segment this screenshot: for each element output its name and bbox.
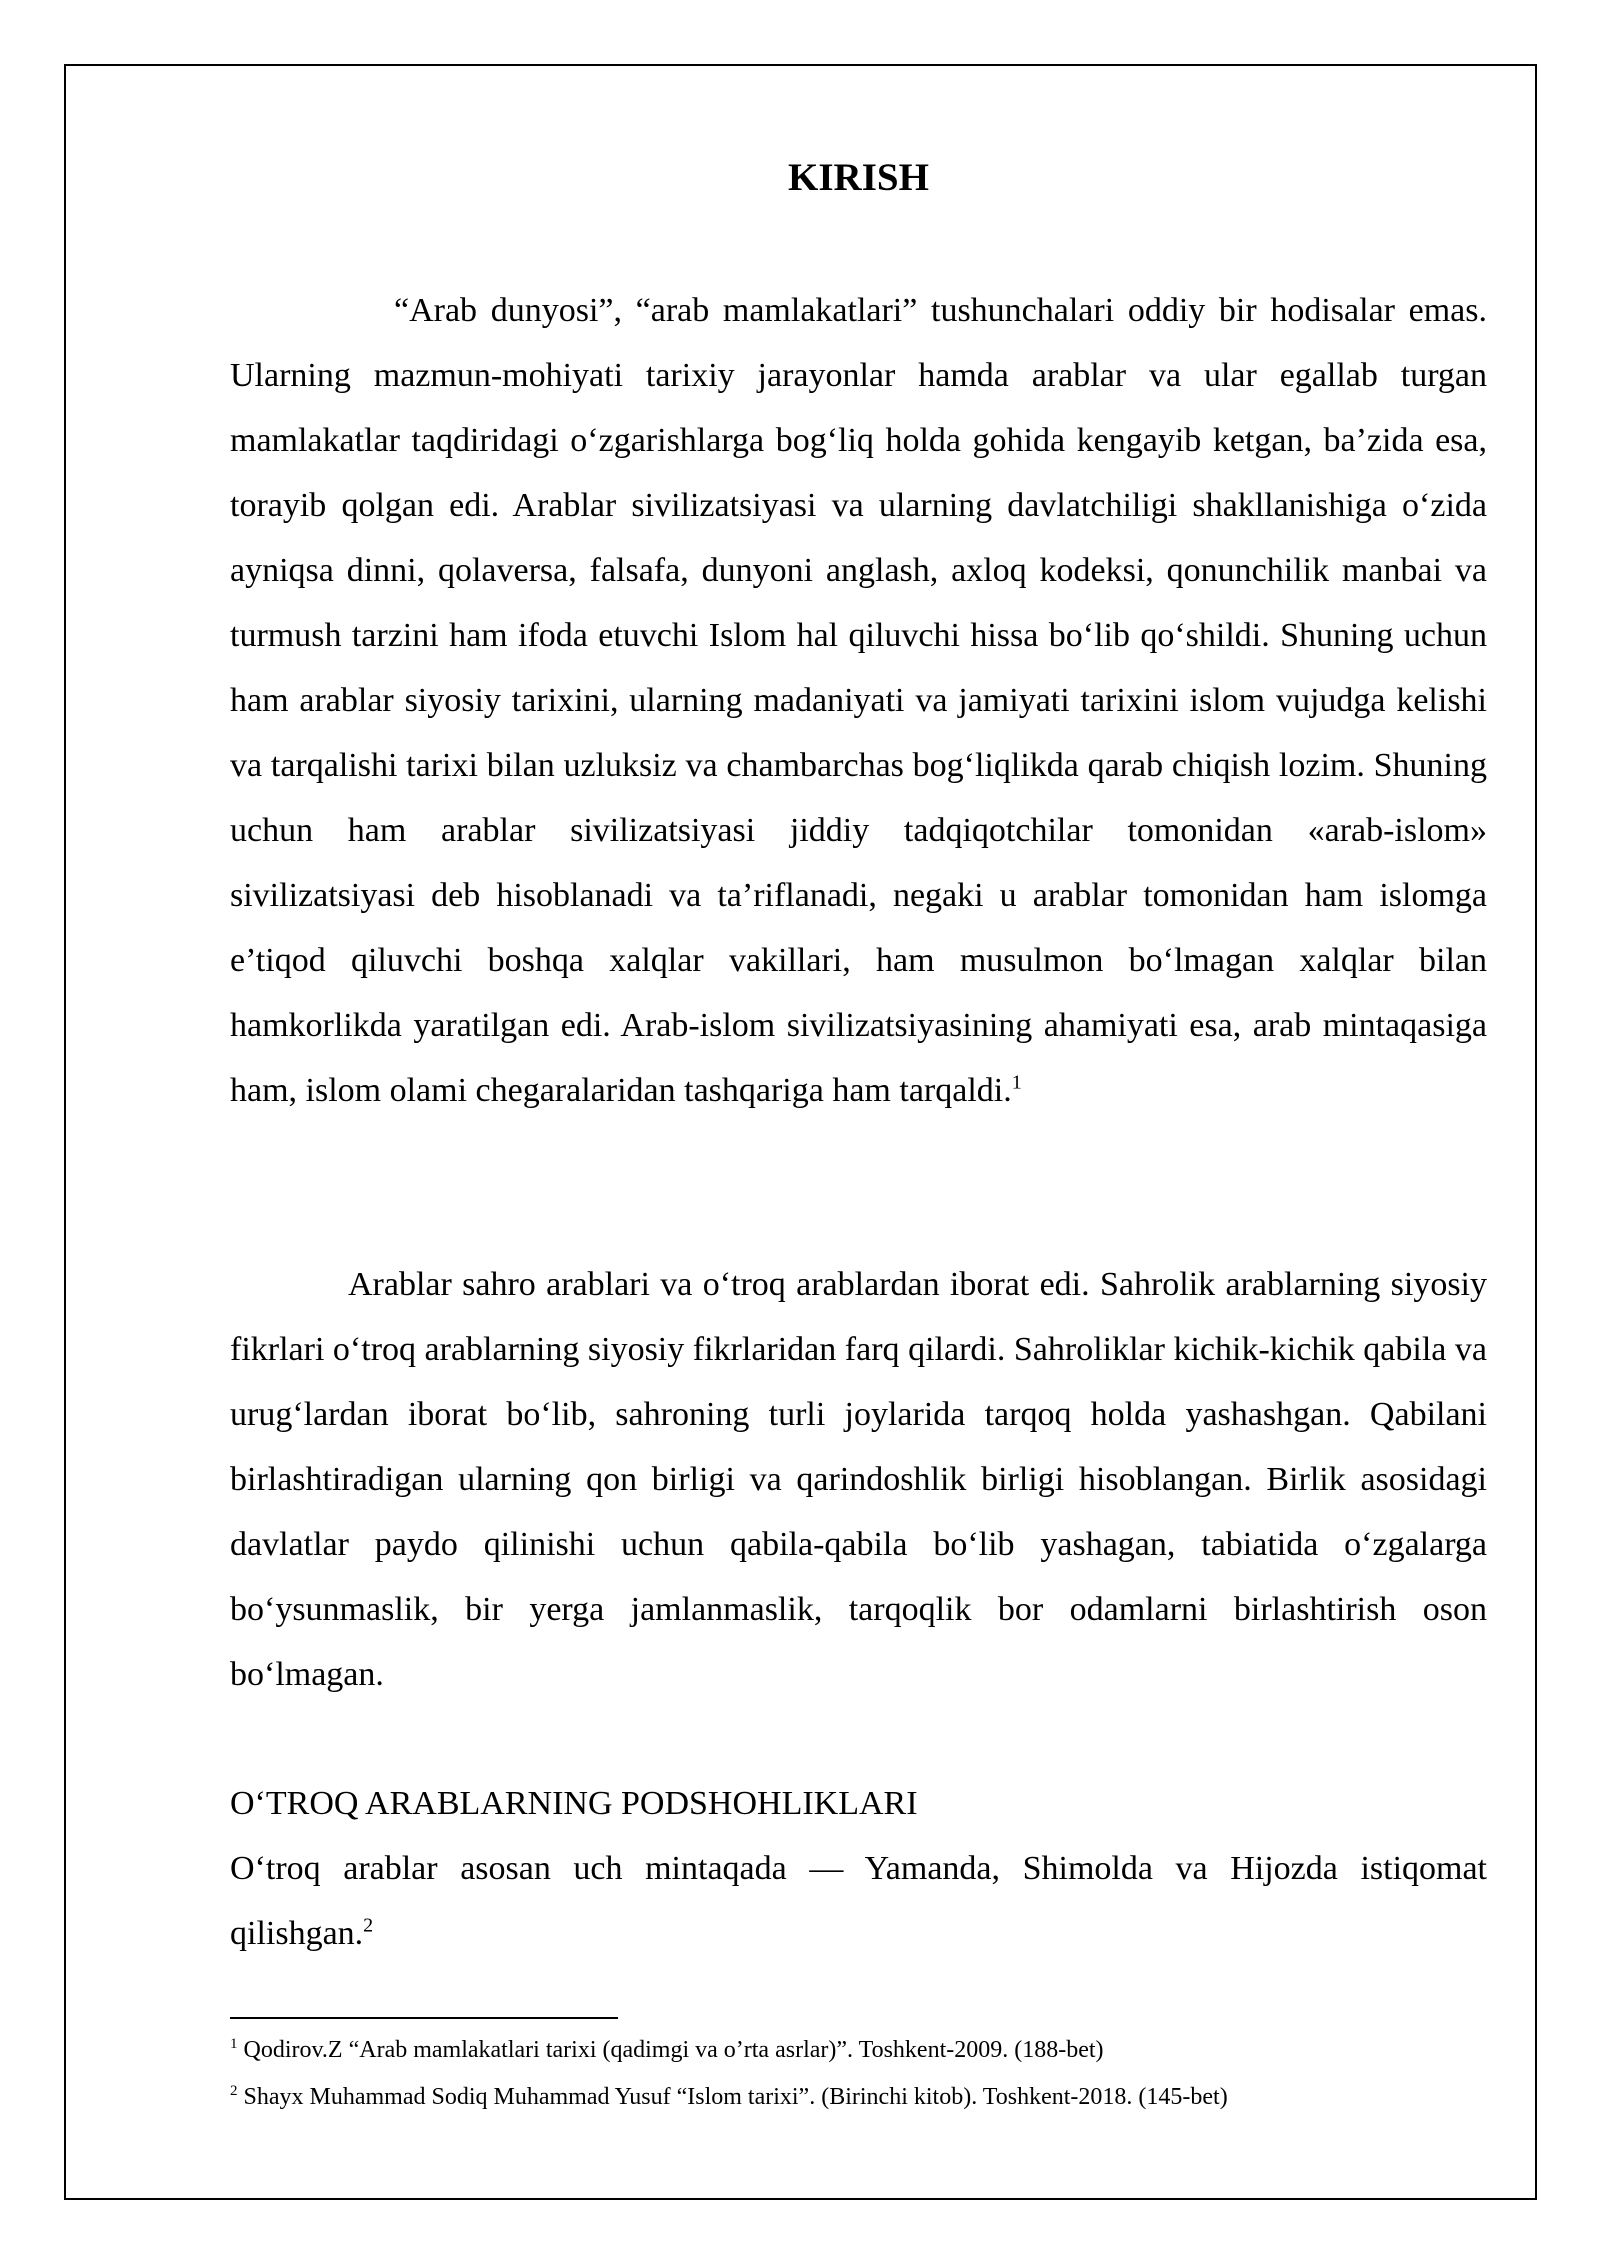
page-title: KIRISH <box>788 156 929 199</box>
footnote-1 <box>230 2033 1487 2067</box>
section-heading: O‘TROQ ARABLARNING PODSHOHLIKLARI <box>230 1785 918 1822</box>
footnote-separator <box>230 2017 618 2019</box>
footnote-ref-1: 1 <box>1011 1071 1022 1094</box>
footnote-2-number: 2 <box>230 2083 238 2099</box>
footnote-1-number: 1 <box>230 2036 238 2052</box>
footnote-1-text: Qodirov.Z “Arab mamlakatlari tarixi (qadimgi va o’rta asrlar)”. Toshkent-2009. (188-bet) <box>243 2037 1104 2063</box>
paragraph-2-text: Arablar sahro arablari va o‘troq arablardan iborat edi. Sahrolik arablarning siyosiy fikrlari o‘troq arablarning siyosiy fikrlaridan farq qilardi. Sahroliklar kichik-kichik qabila va urug‘lardan iborat bo‘lib, sahroning turli joylarida tarqoq holda yashashgan. Qabilani birlashtiradigan ularning qon birligi va qarindoshlik birligi hisoblangan. Birlik asosidagi davlatlar paydo qilinishi uchun qabila-qabila bo‘lib yashagan, tabiatida o‘zgalarga bo‘ysunmaslik, bir yerga jamlanmaslik, tarqoqlik bor odamlarni birlashtirish oson bo‘lmagan. <box>230 1266 1487 1693</box>
footnote-ref-2: 2 <box>363 1914 374 1937</box>
footnote-2 <box>230 2080 1487 2114</box>
paragraph-1-text: “Arab dunyosi”, “arab mamlakatlari” tushunchalari oddiy bir hodisalar emas. Ularning mazmun-mohiyati tarixiy jarayonlar hamda arablar va ular egallab turgan mamlakatlar taqdiridagi o‘zgarishlarga bog‘liq holda gohida kengayib ketgan, ba’zida esa, torayib qolgan edi. Arablar sivilizatsiyasi va ularning davlatchiligi shakllanishiga o‘zida ayniqsa dinni, qolaversa, falsafa, dunyoni anglash, axloq kodeksi, qonunchilik manbai va turmush tarzini ham ifoda etuvchi Islom hal qiluvchi hissa bo‘lib qo‘shildi. Shuning uchun ham arablar siyosiy tarixini, ularning madaniyati va jamiyati tarixini islom vujudga kelishi va tarqalishi tarixi bilan uzluksiz va chambarchas bog‘liqlikda qarab chiqish lozim. Shuning uchun ham arablar sivilizatsiyasi jiddiy tadqiqotchilar tomonidan «arab-islom» sivilizatsiyasi deb hisoblanadi va ta’riflanadi, negaki u arablar tomonidan ham islomga e’tiqod qiluvchi boshqa xalqlar vakillari, ham musulmon bo‘lmagan xalqlar bilan hamkorlikda yaratilgan edi. Arab-islom sivilizatsiyasining ahamiyati esa, arab mintaqasiga ham, islom olami chegaralaridan tashqariga ham tarqaldi. <box>230 292 1487 1109</box>
footnote-2-text: Shayx Muhammad Sodiq Muhammad Yusuf “Islom tarixi”. (Birinchi kitob). Toshkent-2018. (145-bet) <box>243 2084 1228 2110</box>
intro-paragraph-2 <box>230 1252 1487 1707</box>
intro-paragraph-1 <box>230 278 1487 1123</box>
paragraph-3-text: O‘troq arablar asosan uch mintaqada — Yamanda, Shimolda va Hijozda istiqomat qilishgan. <box>230 1850 1487 1952</box>
intro-paragraph-3 <box>230 1836 1487 1966</box>
